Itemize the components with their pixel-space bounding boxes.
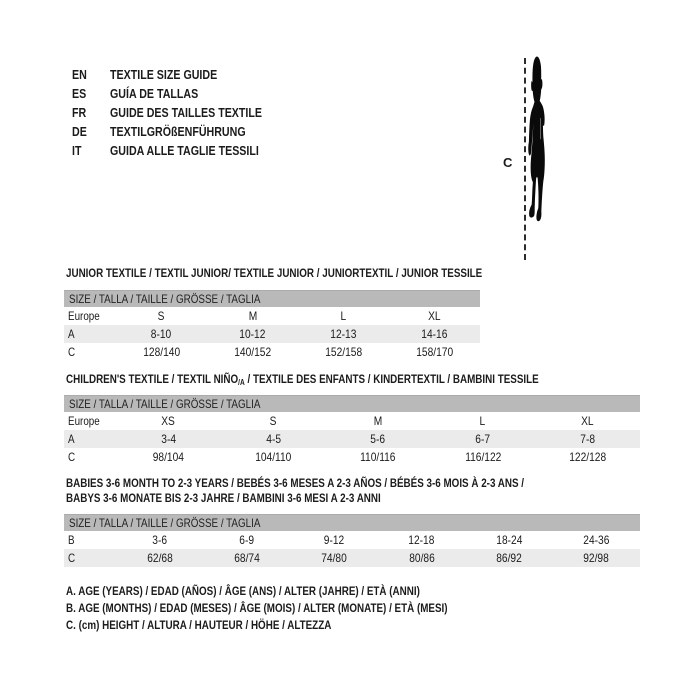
language-title: TEXTILGRÖßENFÜHRUNG [110,124,246,139]
row-label: A [68,327,75,341]
table-row [64,412,640,430]
row-label: A [68,432,75,446]
legend-line-c: C. (cm) HEIGHT / ALTURA / HAUTEUR / HÖHE / ALTEZZA [66,618,332,632]
language-row-en [72,65,295,84]
table-cell: 158/170 [416,345,453,359]
table-cell: 3-6 [152,533,168,547]
language-code: DE [72,124,87,139]
row-label: B [68,533,75,547]
table-cell: XS [161,414,176,428]
height-measure-dashed-line [524,58,526,260]
table-cell: 74/80 [321,551,348,565]
table-cell: 6-7 [475,432,491,446]
table-row [64,325,480,343]
measurement-legend [64,583,531,634]
table-cell: 92/98 [583,551,610,565]
language-row-it [72,141,295,160]
table-cell: 68/74 [234,551,260,565]
table-row [64,307,480,325]
table-cell: 6-9 [239,533,255,547]
table-row [64,549,640,567]
table-cell: 62/68 [146,551,173,565]
language-code: IT [72,143,82,158]
language-title: TEXTILE SIZE GUIDE [110,67,218,82]
language-list [72,65,295,160]
language-title: GUÍA DE TALLAS [110,86,199,101]
legend-line-b: B. AGE (MONTHS) / EDAD (MESES) / ÂGE (MOIS) / ALTER (MONATE) / ETÀ (MESI) [66,601,448,615]
height-measure-label: C [503,155,513,170]
table-cell: 9-12 [324,533,345,547]
table-row [64,343,480,361]
table-row [64,430,640,448]
table-cell: S [158,309,165,323]
table-cell: 14-16 [421,327,448,341]
table-row [64,531,640,549]
row-label: Europe [68,414,100,428]
table-cell: 122/128 [569,450,607,464]
row-label: Europe [68,309,100,323]
table-cell: L [479,414,486,428]
table-cell: M [373,414,383,428]
table-row [64,448,640,466]
table-cell: 98/104 [152,450,184,464]
table-cell: 12-18 [408,533,435,547]
size-header-bar: SIZE / TALLA / TAILLE / GRÖSSE / TAGLIA [64,514,640,531]
legend-line-a: A. AGE (YEARS) / EDAD (AÑOS) / ÂGE (ANS) / ALTER (JAHRE) / ETÀ (ANNI) [66,584,420,598]
table-cell: 10-12 [239,327,266,341]
language-title: GUIDA ALLE TAGLIE TESSILI [110,143,259,158]
row-label: C [68,345,76,359]
language-code: ES [72,86,87,101]
table-cell: 7-8 [580,432,595,446]
table-cell: L [340,309,347,323]
language-code: FR [72,105,87,120]
size-header-bar: SIZE / TALLA / TAILLE / GRÖSSE / TAGLIA [64,395,640,412]
table-cell: 104/110 [255,450,292,464]
title-subscript: /A [238,378,245,387]
table-cell: 18-24 [495,533,523,547]
junior-table-title: JUNIOR TEXTILE / TEXTIL JUNIOR/ TEXTILE JUNIOR / JUNIORTEXTIL / JUNIOR TESSILE [66,266,483,280]
table-cell: 128/140 [143,345,180,359]
language-row-fr [72,103,295,122]
children-textile-section [64,372,640,466]
language-row-de [72,122,295,141]
table-cell: 152/158 [325,345,362,359]
language-row-es [72,84,295,103]
junior-textile-section [64,266,483,361]
table-cell: S [269,414,277,428]
table-cell: XL [581,414,594,428]
table-cell: 80/86 [408,551,435,565]
table-cell: 24-36 [583,533,610,547]
table-cell: 140/152 [234,345,271,359]
table-cell: 5-6 [370,432,386,446]
table-cell: 4-5 [265,432,281,446]
language-title: GUIDE DES TAILLES TEXTILE [110,105,263,120]
language-code: EN [72,67,87,82]
size-header-bar: SIZE / TALLA / TAILLE / GRÖSSE / TAGLIA [64,290,480,307]
row-label: C [68,450,76,464]
row-label: C [68,551,76,565]
table-cell: 3-4 [161,432,176,446]
table-cell: XL [428,309,441,323]
table-cell: 116/122 [464,450,501,464]
table-cell: 12-13 [330,327,357,341]
children-table-title: CHILDREN'S TEXTILE / TEXTIL NIÑO/A / TEXTILE DES ENFANTS / KINDERTEXTIL / BAMBINI TESSILE [66,372,539,387]
babies-table-title-line2: BABYS 3-6 MONATE BIS 2-3 JAHRE / BAMBINI 3-6 MESI A 2-3 ANNI [66,491,381,505]
table-cell: 110/116 [360,450,396,464]
table-cell: 86/92 [496,551,522,565]
babies-textile-section [64,476,640,567]
toddler-silhouette-image [528,50,644,264]
table-cell: 8-10 [151,327,172,341]
babies-table-title-line1: BABIES 3-6 MONTH TO 2-3 YEARS / BEBÉS 3-6 MESES A 2-3 AÑOS / BÉBÉS 3-6 MOIS À 2-3 ANS / [66,476,525,490]
table-cell: M [248,309,257,323]
